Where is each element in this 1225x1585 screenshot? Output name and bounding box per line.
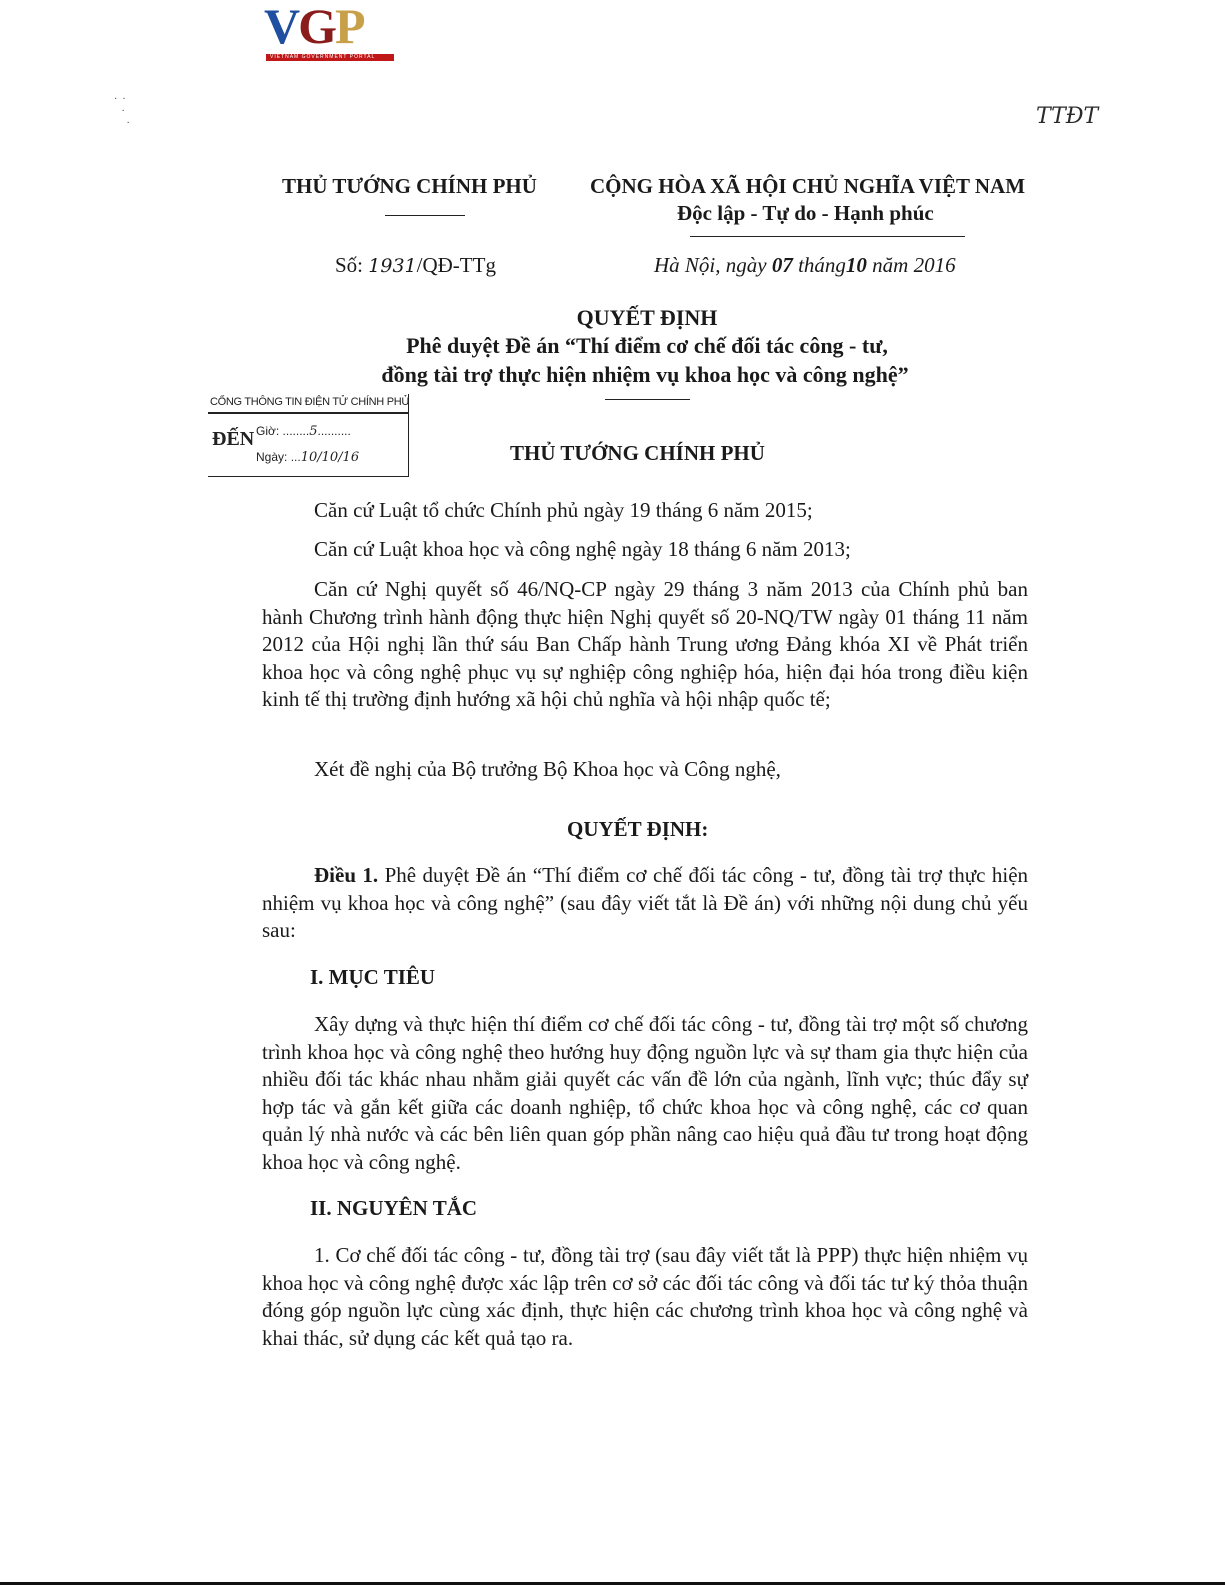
issuer-title: THỦ TƯỚNG CHÍNH PHỦ [282, 174, 537, 198]
decision-title: QUYẾT ĐỊNH [576, 305, 718, 330]
national-motto: Độc lập - Tự do - Hạnh phúc [677, 201, 934, 225]
article-1-text: Phê duyệt Đề án “Thí điểm cơ chế đối tác công - tư, đồng tài trợ thực hiện nhiệm vụ khoa học và công nghệ” (sau đây viết tắt là Đề án) với những nội dung chủ yếu sau: [262, 863, 1029, 942]
scan-specks: · · · · [114, 94, 130, 129]
decision-heading: QUYẾT ĐỊNH: [567, 817, 709, 841]
logo-letter-p: P [335, 0, 364, 54]
decision-subject-line2: đồng tài trợ thực hiện nhiệm vụ khoa học và công nghệ” [381, 362, 909, 387]
basis-2: Căn cứ Luật khoa học và công nghệ ngày 18 tháng 6 năm 2013; [314, 537, 851, 561]
decision-subject-line1: Phê duyệt Đề án “Thí điểm cơ chế đối tác công - tư, [406, 333, 888, 358]
stamp-date: Ngày: ...10/10/16 [256, 450, 360, 465]
handwritten-month: 10 [845, 253, 867, 277]
stamp-org: CỔNG THÔNG TIN ĐIỆN TỬ CHÍNH PHỦ [210, 396, 410, 408]
section-2-text: 1. Cơ chế đối tác công - tư, đồng tài trợ (sau đây viết tắt là PPP) thực hiện nhiệm vụ khoa học và công nghệ được xác lập trên cơ sở các đối tác công và đối tác tư ký thỏa thuận đóng góp nguồn lực cùng xác định, thực hiện các chương trình khoa học và công nghệ và khai thác, sử dụng các kết quả tạo ra. [262, 1243, 1028, 1350]
vgp-logo [264, 0, 396, 64]
document-number: Số: 1931/QĐ-TTg [335, 253, 496, 277]
handwritten-number: 1931 [368, 255, 417, 277]
basis-1: Căn cứ Luật tổ chức Chính phủ ngày 19 tháng 6 năm 2015; [314, 498, 813, 522]
logo-letter-g: G [298, 0, 336, 54]
issuer-underline [385, 215, 465, 216]
logo-banner: VIETNAM GOVERNMENT PORTAL [266, 54, 394, 61]
country-title: CỘNG HÒA XÃ HỘI CHỦ NGHĨA VIỆT NAM [590, 174, 1026, 198]
handwritten-margin-note: TTĐT [1036, 104, 1099, 129]
handwritten-day: 07 [771, 253, 793, 277]
authority-heading: THỦ TƯỚNG CHÍNH PHỦ [510, 441, 765, 465]
section-2-heading: II. NGUYÊN TẮC [310, 1196, 478, 1220]
stamp-time: Giờ: ........5.......... [256, 424, 351, 439]
section-1-text: Xây dựng và thực hiện thí điểm cơ chế đối tác công - tư, đồng tài trợ một số chương trình khoa học và công nghệ theo hướng huy động nguồn lực và sự tham gia thực hiện của nhiều đối tác khác nhau nhằm giải quyết các vấn đề lớn của ngành, lĩnh vực; thúc đẩy sự hợp tác và gắn kết giữa các doanh nghiệp, tổ chức khoa học và công nghệ, các cơ quan quản lý nhà nước và các bên liên quan góp phần nâng cao hiệu quả đầu tư trong hoạt động khoa học và công nghệ. [262, 1012, 1028, 1174]
logo-letter-v: V [264, 0, 299, 54]
basis-4: Xét đề nghị của Bộ trưởng Bộ Khoa học và Công nghệ, [314, 757, 781, 781]
title-underline [605, 399, 690, 400]
stamp-den: ĐẾN [212, 428, 255, 450]
receipt-stamp [208, 394, 409, 477]
basis-3: Căn cứ Nghị quyết số 46/NQ-CP ngày 29 tháng 3 năm 2013 của Chính phủ ban hành Chương trình hành động thực hiện Nghị quyết số 20-NQ/TW ngày 01 tháng 11 năm 2012 của Hội nghị lần thứ sáu Ban Chấp hành Trung ương Đảng khóa XI về Phát triển khoa học và công nghệ phục vụ sự nghiệp công nghiệp hóa, hiện đại hóa trong điều kiện kinh tế thị trường định hướng xã hội chủ nghĩa và hội nhập quốc tế; [262, 577, 1028, 711]
issue-date: Hà Nội, ngày 07 tháng10 năm 2016 [654, 253, 956, 277]
article-1 [262, 862, 1028, 945]
article-1-label: Điều 1. [314, 863, 379, 887]
motto-underline [690, 236, 965, 237]
section-1-heading: I. MỤC TIÊU [310, 965, 436, 989]
